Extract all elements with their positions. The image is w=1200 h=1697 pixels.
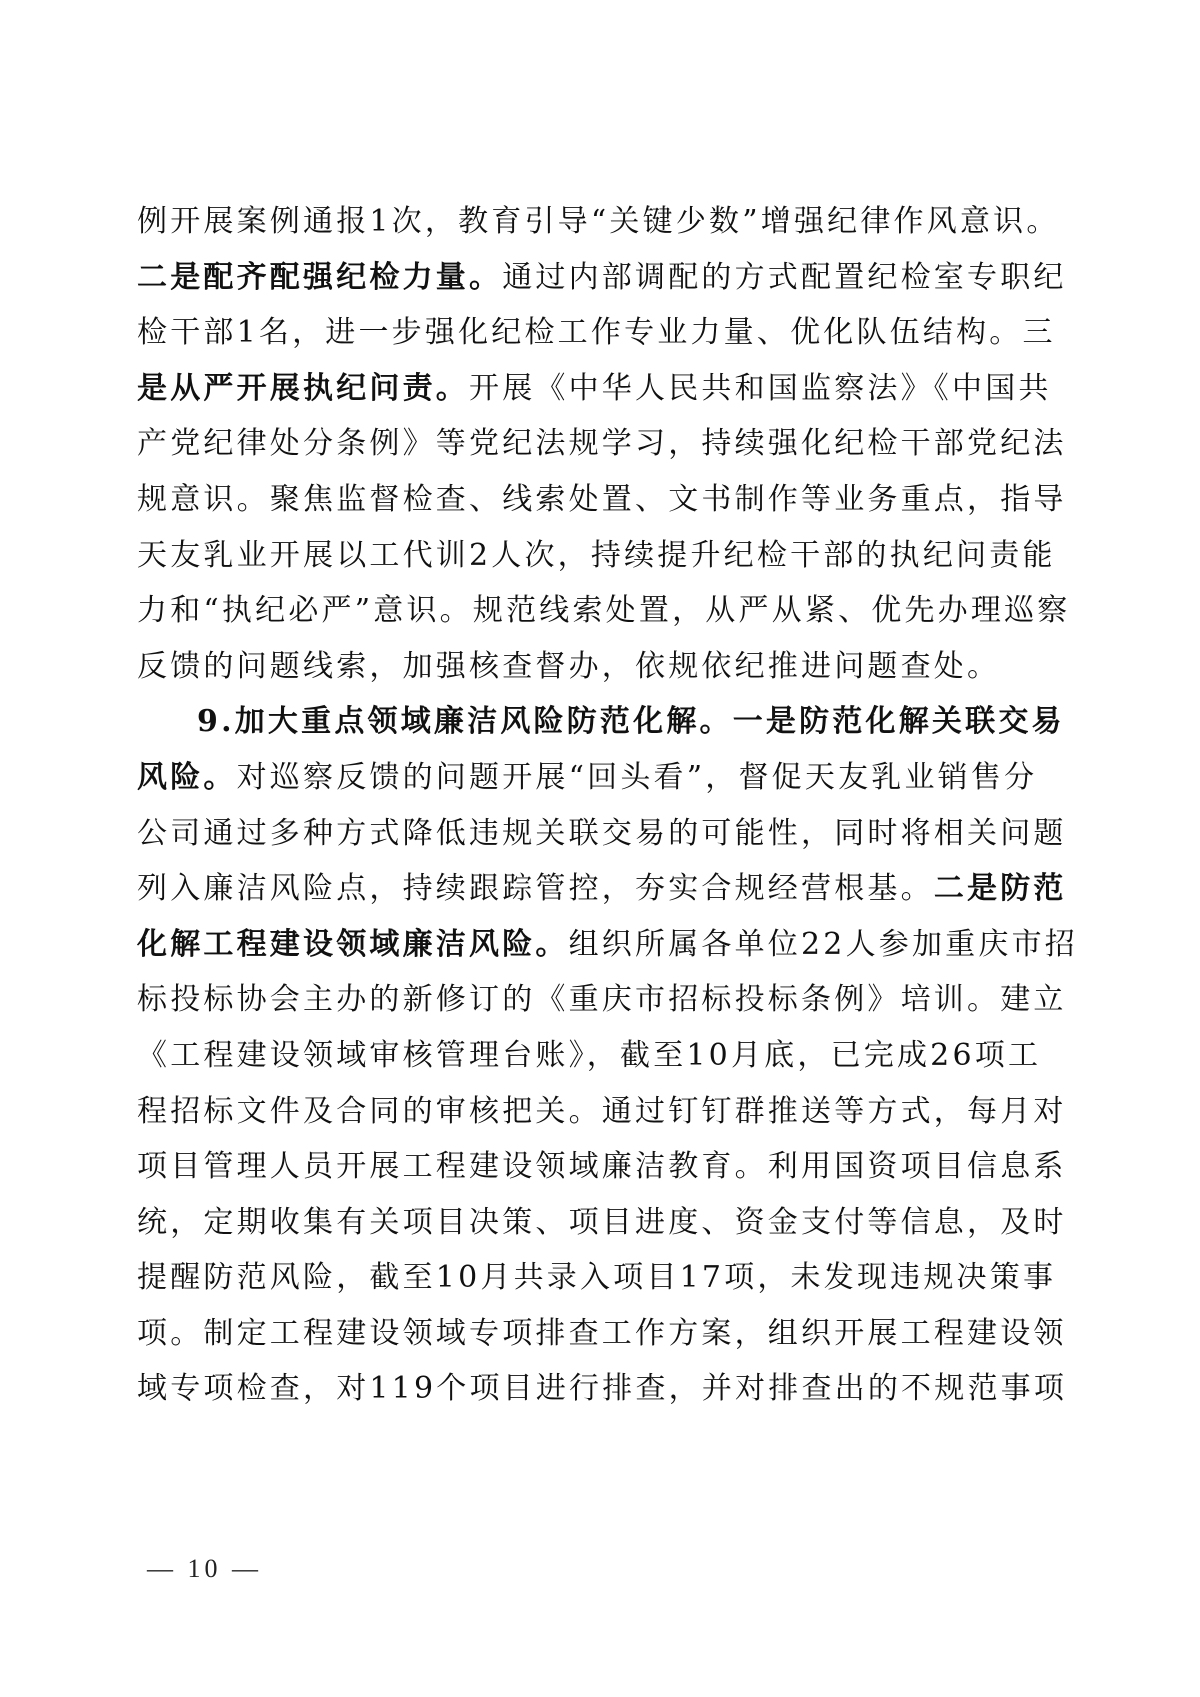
text-line — [137, 1250, 1057, 1306]
text-line — [137, 806, 1067, 862]
text-line — [137, 1139, 1067, 1195]
body-text-run: 域专项检查，对119个项目进行排查，并对排查出的不规范事项 — [137, 1371, 1068, 1407]
body-text-run: 例开展案例通报1次，教育引导“关键少数”增强纪律作风意识。 — [137, 204, 1060, 239]
text-line — [137, 528, 1056, 584]
bold-heading-text: 化解工程建设领域廉洁风险。 — [137, 926, 569, 962]
body-text-run: 对巡察反馈的问题开展“回头看”，督促天友乳业销售分 — [236, 759, 1038, 795]
text-line — [137, 1028, 1042, 1084]
text-line — [137, 694, 1065, 750]
body-text-run: 公司通过多种方式降低违规关联交易的可能性，同时将相关问题 — [137, 815, 1067, 851]
body-text-run: 项目管理人员开展工程建设领域廉洁教育。利用国资项目信息系 — [137, 1149, 1067, 1185]
body-text-run: 天友乳业开展以工代训2人次，持续提升纪检干部的执纪问责能 — [137, 537, 1056, 573]
body-text-run: 统，定期收集有关项目决策、项目进度、资金支付等信息，及时 — [137, 1204, 1067, 1240]
text-line — [137, 1195, 1067, 1251]
bold-heading-text: 风险。 — [137, 759, 237, 795]
body-text — [137, 194, 1078, 1417]
body-text-run: 《工程建设领域审核管理台账》，截至10月底，已完成26项工 — [137, 1037, 1042, 1073]
body-text-run: 组织所属各单位22人参加重庆市招 — [568, 926, 1078, 962]
text-line — [137, 1306, 1067, 1362]
bold-heading-text: 9.加大重点领域廉洁风险防范化解。一是防范化解关联交易 — [197, 704, 1065, 740]
body-text-run: 开展《中华人民共和国监察法》《中国共 — [469, 370, 1052, 406]
body-text-run: 提醒防范风险，截至10月共录入项目17项，未发现违规决策事 — [137, 1260, 1057, 1296]
text-line — [137, 917, 1078, 973]
text-line — [137, 972, 1067, 1028]
text-line — [137, 472, 1067, 528]
body-text-run: 反馈的问题线索，加强核查督办，依规依纪推进问题查处。 — [137, 648, 1001, 684]
body-text-run: 标投标协会主办的新修订的《重庆市招标投标条例》培训。建立 — [137, 982, 1067, 1018]
text-line — [137, 583, 1071, 639]
body-text-run: 规意识。聚焦监督检查、线索处置、文书制作等业务重点，指导 — [137, 481, 1067, 517]
text-line — [137, 861, 1067, 917]
body-text-run: 通过内部调配的方式配置纪检室专职纪 — [502, 259, 1067, 295]
text-line — [137, 416, 1067, 472]
text-line — [137, 1361, 1068, 1417]
text-line — [137, 639, 1001, 695]
text-line — [137, 305, 1056, 361]
body-text-run: 检干部1名，进一步强化纪检工作专业力量、优化队伍结构。三 — [137, 315, 1056, 351]
text-line — [137, 750, 1038, 806]
bold-heading-text: 是从严开展执纪问责。 — [137, 370, 469, 406]
bold-heading-text: 二是防范 — [933, 871, 1067, 907]
body-text-run: 产党纪律处分条例》等党纪法规学习，持续强化纪检干部党纪法 — [137, 426, 1067, 462]
body-text-run: 程招标文件及合同的审核把关。通过钉钉群推送等方式，每月对 — [137, 1093, 1067, 1129]
body-text-run: 力和“执纪必严”意识。规范线索处置，从严从紧、优先办理巡察 — [137, 593, 1071, 629]
text-line — [137, 1084, 1067, 1140]
body-text-run: 列入廉洁风险点，持续跟踪管控，夯实合规经营根基。 — [137, 871, 934, 907]
text-line — [137, 250, 1067, 306]
page-number: — 10 — — [147, 1554, 262, 1583]
body-text-run: 项。制定工程建设领域专项排查工作方案，组织开展工程建设领 — [137, 1315, 1067, 1351]
bold-heading-text: 二是配齐配强纪检力量。 — [137, 259, 503, 295]
text-line — [137, 361, 1052, 417]
text-line — [137, 194, 1060, 250]
